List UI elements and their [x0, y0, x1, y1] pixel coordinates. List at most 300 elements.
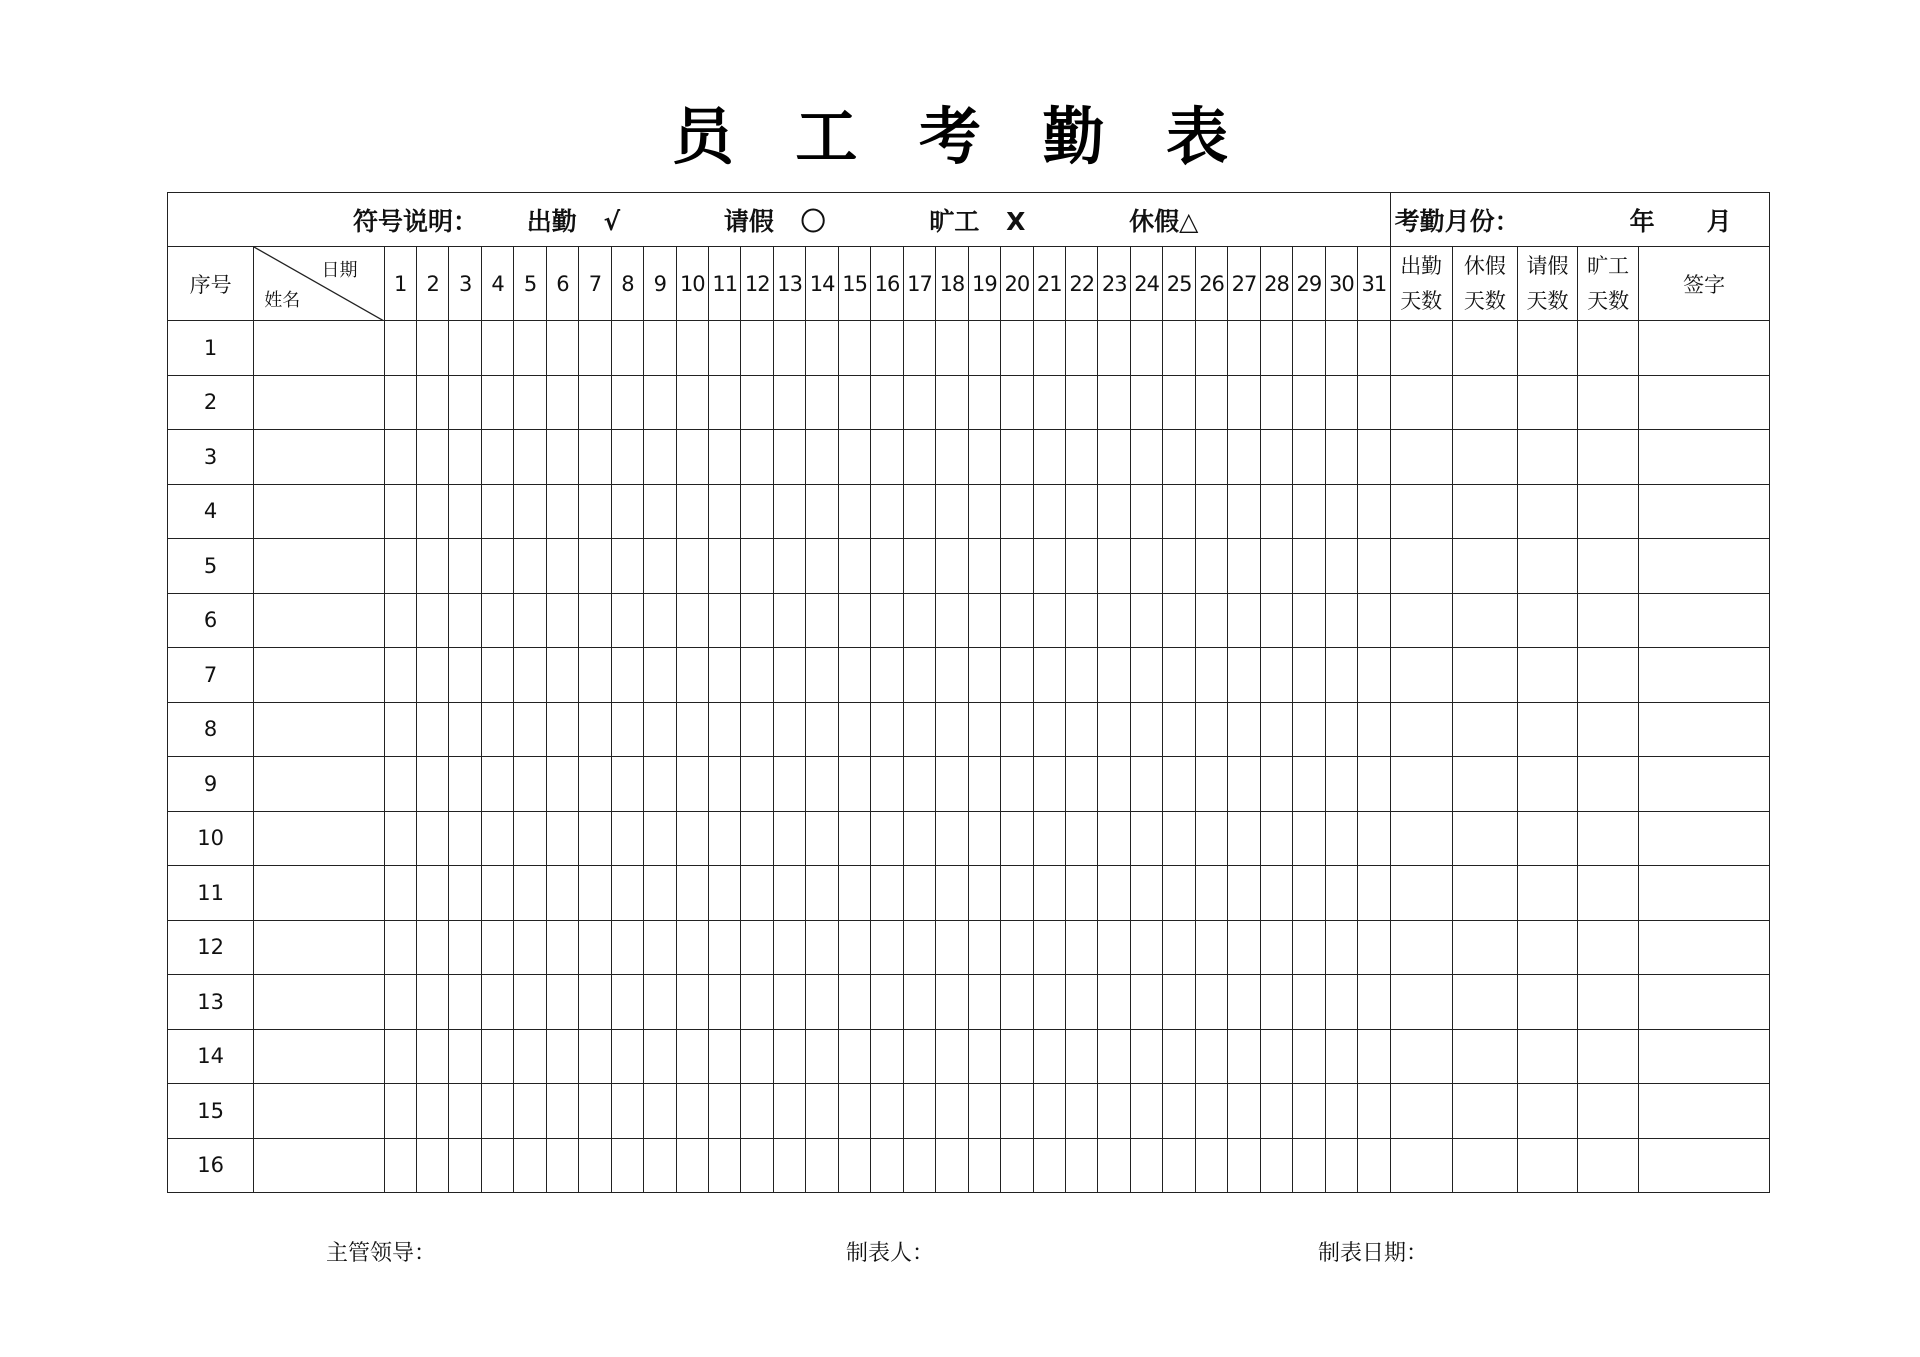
day-cell[interactable]: [676, 702, 708, 757]
day-cell[interactable]: [416, 920, 448, 975]
stat-cell[interactable]: [1390, 484, 1452, 539]
day-cell[interactable]: [1195, 920, 1227, 975]
day-cell[interactable]: [773, 375, 805, 430]
day-cell[interactable]: [546, 593, 578, 648]
day-cell[interactable]: [1325, 593, 1357, 648]
day-cell[interactable]: [773, 920, 805, 975]
day-cell[interactable]: [1260, 920, 1292, 975]
day-cell[interactable]: [709, 757, 741, 812]
day-cell[interactable]: [1033, 484, 1065, 539]
day-cell[interactable]: [611, 975, 643, 1030]
day-cell[interactable]: [1130, 757, 1162, 812]
stat-cell[interactable]: [1517, 593, 1577, 648]
stat-cell[interactable]: [1390, 866, 1452, 921]
sign-cell[interactable]: [1639, 975, 1770, 1030]
stat-cell[interactable]: [1517, 484, 1577, 539]
day-cell[interactable]: [1130, 920, 1162, 975]
day-cell[interactable]: [1260, 484, 1292, 539]
day-cell[interactable]: [773, 430, 805, 485]
day-cell[interactable]: [1001, 539, 1033, 594]
day-cell[interactable]: [1195, 866, 1227, 921]
day-cell[interactable]: [449, 811, 481, 866]
day-cell[interactable]: [1163, 539, 1195, 594]
day-cell[interactable]: [1066, 648, 1098, 703]
stat-cell[interactable]: [1578, 648, 1639, 703]
day-cell[interactable]: [903, 375, 935, 430]
day-cell[interactable]: [1066, 920, 1098, 975]
day-cell[interactable]: [449, 430, 481, 485]
day-cell[interactable]: [773, 975, 805, 1030]
day-cell[interactable]: [871, 321, 903, 376]
day-cell[interactable]: [416, 1138, 448, 1193]
day-cell[interactable]: [838, 321, 870, 376]
day-cell[interactable]: [514, 702, 546, 757]
day-cell[interactable]: [968, 1138, 1000, 1193]
day-cell[interactable]: [1001, 484, 1033, 539]
day-cell[interactable]: [1195, 975, 1227, 1030]
day-cell[interactable]: [384, 375, 416, 430]
day-cell[interactable]: [481, 375, 513, 430]
day-cell[interactable]: [1195, 430, 1227, 485]
day-cell[interactable]: [1130, 375, 1162, 430]
day-cell[interactable]: [1130, 975, 1162, 1030]
day-cell[interactable]: [968, 866, 1000, 921]
day-cell[interactable]: [1098, 321, 1130, 376]
day-cell[interactable]: [1358, 648, 1391, 703]
day-cell[interactable]: [1293, 975, 1325, 1030]
day-cell[interactable]: [481, 648, 513, 703]
day-cell[interactable]: [514, 593, 546, 648]
day-cell[interactable]: [773, 1084, 805, 1139]
stat-cell[interactable]: [1452, 811, 1517, 866]
day-cell[interactable]: [1098, 593, 1130, 648]
day-cell[interactable]: [1228, 375, 1260, 430]
stat-cell[interactable]: [1452, 648, 1517, 703]
day-cell[interactable]: [514, 1138, 546, 1193]
sign-cell[interactable]: [1639, 811, 1770, 866]
name-cell[interactable]: [254, 430, 384, 485]
day-cell[interactable]: [1001, 1029, 1033, 1084]
day-cell[interactable]: [1033, 920, 1065, 975]
sign-cell[interactable]: [1639, 920, 1770, 975]
day-cell[interactable]: [903, 539, 935, 594]
day-cell[interactable]: [514, 975, 546, 1030]
day-cell[interactable]: [1130, 702, 1162, 757]
name-cell[interactable]: [254, 1138, 384, 1193]
day-cell[interactable]: [449, 648, 481, 703]
day-cell[interactable]: [676, 811, 708, 866]
day-cell[interactable]: [384, 1138, 416, 1193]
day-cell[interactable]: [449, 1084, 481, 1139]
day-cell[interactable]: [806, 321, 838, 376]
day-cell[interactable]: [644, 757, 676, 812]
day-cell[interactable]: [1098, 866, 1130, 921]
day-cell[interactable]: [546, 702, 578, 757]
day-cell[interactable]: [968, 702, 1000, 757]
day-cell[interactable]: [384, 539, 416, 594]
day-cell[interactable]: [1033, 593, 1065, 648]
day-cell[interactable]: [1358, 593, 1391, 648]
day-cell[interactable]: [1001, 648, 1033, 703]
day-cell[interactable]: [1195, 593, 1227, 648]
day-cell[interactable]: [871, 1029, 903, 1084]
day-cell[interactable]: [1066, 811, 1098, 866]
day-cell[interactable]: [936, 593, 968, 648]
stat-cell[interactable]: [1517, 920, 1577, 975]
day-cell[interactable]: [1293, 375, 1325, 430]
day-cell[interactable]: [1098, 702, 1130, 757]
day-cell[interactable]: [611, 811, 643, 866]
stat-cell[interactable]: [1452, 702, 1517, 757]
day-cell[interactable]: [481, 920, 513, 975]
day-cell[interactable]: [1260, 1029, 1292, 1084]
day-cell[interactable]: [806, 920, 838, 975]
day-cell[interactable]: [968, 1029, 1000, 1084]
day-cell[interactable]: [416, 321, 448, 376]
day-cell[interactable]: [1195, 1138, 1227, 1193]
day-cell[interactable]: [936, 811, 968, 866]
sign-cell[interactable]: [1639, 375, 1770, 430]
day-cell[interactable]: [1163, 1029, 1195, 1084]
day-cell[interactable]: [546, 1029, 578, 1084]
day-cell[interactable]: [773, 757, 805, 812]
name-cell[interactable]: [254, 1084, 384, 1139]
day-cell[interactable]: [1293, 866, 1325, 921]
day-cell[interactable]: [1293, 1029, 1325, 1084]
day-cell[interactable]: [676, 430, 708, 485]
day-cell[interactable]: [936, 975, 968, 1030]
day-cell[interactable]: [1130, 1138, 1162, 1193]
day-cell[interactable]: [1098, 757, 1130, 812]
day-cell[interactable]: [1325, 866, 1357, 921]
stat-cell[interactable]: [1517, 1084, 1577, 1139]
day-cell[interactable]: [644, 593, 676, 648]
sign-cell[interactable]: [1639, 321, 1770, 376]
name-cell[interactable]: [254, 920, 384, 975]
day-cell[interactable]: [1325, 811, 1357, 866]
stat-cell[interactable]: [1390, 920, 1452, 975]
stat-cell[interactable]: [1578, 920, 1639, 975]
day-cell[interactable]: [1358, 811, 1391, 866]
day-cell[interactable]: [838, 702, 870, 757]
day-cell[interactable]: [449, 920, 481, 975]
day-cell[interactable]: [579, 321, 611, 376]
day-cell[interactable]: [1163, 920, 1195, 975]
stat-cell[interactable]: [1517, 757, 1577, 812]
day-cell[interactable]: [1066, 430, 1098, 485]
day-cell[interactable]: [936, 648, 968, 703]
sign-cell[interactable]: [1639, 702, 1770, 757]
day-cell[interactable]: [1260, 811, 1292, 866]
day-cell[interactable]: [1163, 757, 1195, 812]
day-cell[interactable]: [481, 975, 513, 1030]
day-cell[interactable]: [968, 975, 1000, 1030]
day-cell[interactable]: [903, 1138, 935, 1193]
day-cell[interactable]: [1098, 920, 1130, 975]
day-cell[interactable]: [709, 375, 741, 430]
stat-cell[interactable]: [1578, 702, 1639, 757]
day-cell[interactable]: [968, 539, 1000, 594]
day-cell[interactable]: [1293, 811, 1325, 866]
name-cell[interactable]: [254, 1029, 384, 1084]
day-cell[interactable]: [968, 321, 1000, 376]
day-cell[interactable]: [1033, 757, 1065, 812]
stat-cell[interactable]: [1517, 866, 1577, 921]
day-cell[interactable]: [871, 1138, 903, 1193]
day-cell[interactable]: [1358, 1138, 1391, 1193]
day-cell[interactable]: [1033, 321, 1065, 376]
stat-cell[interactable]: [1452, 321, 1517, 376]
day-cell[interactable]: [871, 375, 903, 430]
day-cell[interactable]: [838, 484, 870, 539]
day-cell[interactable]: [1358, 321, 1391, 376]
day-cell[interactable]: [514, 321, 546, 376]
stat-cell[interactable]: [1452, 484, 1517, 539]
sign-cell[interactable]: [1639, 593, 1770, 648]
day-cell[interactable]: [903, 920, 935, 975]
day-cell[interactable]: [903, 975, 935, 1030]
day-cell[interactable]: [611, 484, 643, 539]
stat-cell[interactable]: [1578, 975, 1639, 1030]
day-cell[interactable]: [838, 375, 870, 430]
day-cell[interactable]: [449, 866, 481, 921]
stat-cell[interactable]: [1390, 430, 1452, 485]
day-cell[interactable]: [838, 866, 870, 921]
day-cell[interactable]: [1228, 866, 1260, 921]
stat-cell[interactable]: [1578, 430, 1639, 485]
day-cell[interactable]: [1066, 757, 1098, 812]
day-cell[interactable]: [644, 866, 676, 921]
stat-cell[interactable]: [1517, 1138, 1577, 1193]
day-cell[interactable]: [514, 757, 546, 812]
day-cell[interactable]: [416, 1084, 448, 1139]
day-cell[interactable]: [1325, 321, 1357, 376]
day-cell[interactable]: [579, 1029, 611, 1084]
day-cell[interactable]: [644, 648, 676, 703]
day-cell[interactable]: [1228, 702, 1260, 757]
day-cell[interactable]: [416, 1029, 448, 1084]
day-cell[interactable]: [1195, 757, 1227, 812]
day-cell[interactable]: [903, 702, 935, 757]
day-cell[interactable]: [1260, 430, 1292, 485]
day-cell[interactable]: [1228, 484, 1260, 539]
day-cell[interactable]: [676, 1029, 708, 1084]
day-cell[interactable]: [1098, 1084, 1130, 1139]
day-cell[interactable]: [741, 593, 773, 648]
day-cell[interactable]: [1358, 1084, 1391, 1139]
name-cell[interactable]: [254, 321, 384, 376]
day-cell[interactable]: [1325, 1029, 1357, 1084]
day-cell[interactable]: [481, 866, 513, 921]
day-cell[interactable]: [514, 539, 546, 594]
stat-cell[interactable]: [1452, 757, 1517, 812]
day-cell[interactable]: [1228, 975, 1260, 1030]
day-cell[interactable]: [546, 975, 578, 1030]
stat-cell[interactable]: [1578, 757, 1639, 812]
day-cell[interactable]: [514, 484, 546, 539]
day-cell[interactable]: [1228, 757, 1260, 812]
day-cell[interactable]: [903, 1029, 935, 1084]
day-cell[interactable]: [709, 648, 741, 703]
day-cell[interactable]: [838, 975, 870, 1030]
day-cell[interactable]: [903, 757, 935, 812]
day-cell[interactable]: [1260, 866, 1292, 921]
day-cell[interactable]: [838, 757, 870, 812]
day-cell[interactable]: [1130, 484, 1162, 539]
day-cell[interactable]: [871, 975, 903, 1030]
day-cell[interactable]: [871, 702, 903, 757]
day-cell[interactable]: [936, 1138, 968, 1193]
day-cell[interactable]: [514, 375, 546, 430]
day-cell[interactable]: [1001, 975, 1033, 1030]
day-cell[interactable]: [449, 539, 481, 594]
day-cell[interactable]: [579, 648, 611, 703]
day-cell[interactable]: [903, 1084, 935, 1139]
day-cell[interactable]: [871, 866, 903, 921]
day-cell[interactable]: [1098, 375, 1130, 430]
day-cell[interactable]: [741, 1084, 773, 1139]
day-cell[interactable]: [838, 1084, 870, 1139]
day-cell[interactable]: [741, 811, 773, 866]
day-cell[interactable]: [644, 1084, 676, 1139]
day-cell[interactable]: [1325, 702, 1357, 757]
day-cell[interactable]: [1260, 1138, 1292, 1193]
day-cell[interactable]: [579, 539, 611, 594]
day-cell[interactable]: [514, 1029, 546, 1084]
stat-cell[interactable]: [1390, 375, 1452, 430]
day-cell[interactable]: [806, 975, 838, 1030]
day-cell[interactable]: [968, 430, 1000, 485]
day-cell[interactable]: [709, 866, 741, 921]
day-cell[interactable]: [481, 1084, 513, 1139]
day-cell[interactable]: [416, 702, 448, 757]
day-cell[interactable]: [806, 702, 838, 757]
day-cell[interactable]: [1001, 866, 1033, 921]
name-cell[interactable]: [254, 811, 384, 866]
day-cell[interactable]: [741, 1029, 773, 1084]
day-cell[interactable]: [1260, 593, 1292, 648]
day-cell[interactable]: [1358, 484, 1391, 539]
day-cell[interactable]: [1098, 1138, 1130, 1193]
day-cell[interactable]: [1228, 1138, 1260, 1193]
day-cell[interactable]: [384, 648, 416, 703]
day-cell[interactable]: [546, 321, 578, 376]
sign-cell[interactable]: [1639, 1138, 1770, 1193]
day-cell[interactable]: [1228, 648, 1260, 703]
stat-cell[interactable]: [1390, 757, 1452, 812]
day-cell[interactable]: [579, 757, 611, 812]
day-cell[interactable]: [1163, 593, 1195, 648]
day-cell[interactable]: [773, 321, 805, 376]
day-cell[interactable]: [871, 811, 903, 866]
sign-cell[interactable]: [1639, 484, 1770, 539]
stat-cell[interactable]: [1452, 593, 1517, 648]
day-cell[interactable]: [449, 375, 481, 430]
day-cell[interactable]: [806, 375, 838, 430]
day-cell[interactable]: [416, 375, 448, 430]
day-cell[interactable]: [416, 593, 448, 648]
day-cell[interactable]: [1066, 702, 1098, 757]
name-cell[interactable]: [254, 702, 384, 757]
day-cell[interactable]: [611, 1084, 643, 1139]
day-cell[interactable]: [806, 1084, 838, 1139]
day-cell[interactable]: [644, 920, 676, 975]
day-cell[interactable]: [676, 321, 708, 376]
day-cell[interactable]: [514, 1084, 546, 1139]
stat-cell[interactable]: [1452, 375, 1517, 430]
day-cell[interactable]: [741, 920, 773, 975]
day-cell[interactable]: [611, 702, 643, 757]
day-cell[interactable]: [514, 866, 546, 921]
day-cell[interactable]: [481, 757, 513, 812]
day-cell[interactable]: [384, 321, 416, 376]
day-cell[interactable]: [806, 484, 838, 539]
day-cell[interactable]: [1098, 539, 1130, 594]
day-cell[interactable]: [546, 430, 578, 485]
day-cell[interactable]: [611, 539, 643, 594]
day-cell[interactable]: [481, 484, 513, 539]
day-cell[interactable]: [1228, 593, 1260, 648]
day-cell[interactable]: [1228, 920, 1260, 975]
day-cell[interactable]: [1228, 1029, 1260, 1084]
day-cell[interactable]: [1228, 321, 1260, 376]
day-cell[interactable]: [1293, 484, 1325, 539]
stat-cell[interactable]: [1390, 1084, 1452, 1139]
stat-cell[interactable]: [1578, 321, 1639, 376]
day-cell[interactable]: [871, 593, 903, 648]
day-cell[interactable]: [1033, 866, 1065, 921]
day-cell[interactable]: [416, 866, 448, 921]
day-cell[interactable]: [449, 702, 481, 757]
day-cell[interactable]: [384, 757, 416, 812]
day-cell[interactable]: [741, 321, 773, 376]
day-cell[interactable]: [936, 866, 968, 921]
day-cell[interactable]: [871, 920, 903, 975]
stat-cell[interactable]: [1390, 811, 1452, 866]
stat-cell[interactable]: [1390, 648, 1452, 703]
day-cell[interactable]: [676, 484, 708, 539]
day-cell[interactable]: [709, 1084, 741, 1139]
day-cell[interactable]: [838, 430, 870, 485]
day-cell[interactable]: [838, 539, 870, 594]
name-cell[interactable]: [254, 648, 384, 703]
day-cell[interactable]: [838, 648, 870, 703]
day-cell[interactable]: [579, 866, 611, 921]
day-cell[interactable]: [676, 593, 708, 648]
day-cell[interactable]: [644, 484, 676, 539]
day-cell[interactable]: [1001, 375, 1033, 430]
day-cell[interactable]: [806, 1029, 838, 1084]
day-cell[interactable]: [611, 375, 643, 430]
day-cell[interactable]: [773, 1138, 805, 1193]
stat-cell[interactable]: [1517, 539, 1577, 594]
day-cell[interactable]: [644, 539, 676, 594]
day-cell[interactable]: [579, 1138, 611, 1193]
day-cell[interactable]: [1098, 648, 1130, 703]
day-cell[interactable]: [481, 702, 513, 757]
sign-cell[interactable]: [1639, 648, 1770, 703]
sign-cell[interactable]: [1639, 1084, 1770, 1139]
day-cell[interactable]: [416, 430, 448, 485]
day-cell[interactable]: [676, 1084, 708, 1139]
day-cell[interactable]: [773, 1029, 805, 1084]
day-cell[interactable]: [1001, 1138, 1033, 1193]
day-cell[interactable]: [1033, 648, 1065, 703]
day-cell[interactable]: [676, 648, 708, 703]
day-cell[interactable]: [968, 375, 1000, 430]
stat-cell[interactable]: [1517, 321, 1577, 376]
day-cell[interactable]: [1358, 539, 1391, 594]
